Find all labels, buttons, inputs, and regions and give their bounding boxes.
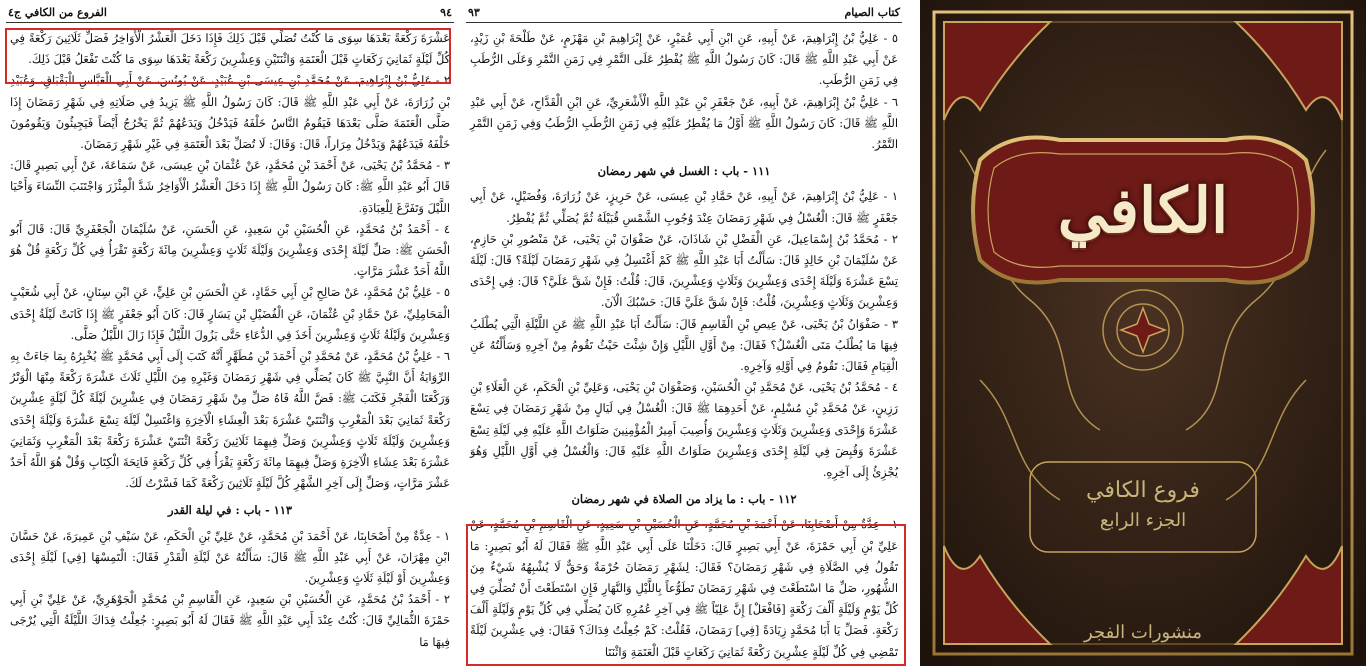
- hadith-paragraph: ٣ - مُحَمَّدُ بْنُ يَحْيَى، عَنْ أَحْمَدَ بْنِ مُحَمَّدٍ، عَنْ عُثْمَانَ بْنِ عِيسَى، عَنْ سَمَاعَةَ، عَنْ أَبِي بَصِيرٍ قَالَ: قَالَ أَبُو عَبْدِ اللَّهِ ﷺ: كَانَ رَسُولُ اللَّهِ ﷺ إِذَا دَخَلَ الْعَشْرُ الْأَوَاخِرُ شَدَّ الْمِئْزَرَ وَاجْتَنَبَ النِّسَاءَ وَأَحْيَا اللَّيْلَ وَتَفَرَّغَ لِلْعِبَادَةِ.: [10, 158, 450, 215]
- hadith-paragraph: ٢ - مُحَمَّدُ بْنُ إِسْمَاعِيلَ، عَنِ الْفَضْلِ بْنِ شَاذَانَ، عَنْ صَفْوَانَ بْنِ يَحْيَى، عَنْ مَنْصُورِ بْنِ حَازِمٍ، عَنْ سُلَيْمَانَ بْنِ خَالِدٍ قَالَ: سَأَلْتُ أَبَا عَبْدِ اللَّهِ ﷺ كَمْ أَغْتَسِلُ فِي شَهْرِ رَمَضَانَ لَيْلَةً؟ قَالَ: لَيْلَةَ تِسْعَ عَشْرَةَ وَلَيْلَةَ إِحْدَى وَعِشْرِينَ وَثَلَاثٍ وَعِشْرِينَ، قَالَ: قُلْتُ: فَإِنْ شَقَّ عَلَيَّ؟ قَالَ: فِي إِحْدَى وَعِشْرِينَ وَثَلَاثٍ وَعِشْرِينَ، قُلْتُ: فَإِنْ شَقَّ عَلَيَّ قَالَ: حَسْبُكَ الْآنَ.: [470, 231, 898, 310]
- chapter-heading: ١١٣ - باب : في ليلة القدر: [167, 503, 293, 518]
- hadith-paragraph: ١ - عِدَّةٌ مِنْ أَصْحَابِنَا، عَنْ أَحْمَدَ بْنِ مُحَمَّدٍ، عَنْ عَلِيِّ بْنِ الْحَكَمِ، عَنْ سَيْفِ بْنِ عَمِيرَةَ، عَنْ حَسَّانَ ابْنِ مِهْرَانَ، عَنْ أَبِي عَبْدِ اللَّهِ ﷺ قَالَ: سَأَلْتُهُ عَنْ لَيْلَةِ الْقَدْرِ فَقَالَ: الْتَمِسْهَا [فِي] لَيْلَةِ إِحْدَى وَعِشْرِينَ أَوْ لَيْلَةِ ثَلَاثٍ وَعِشْرِينَ.: [10, 528, 450, 586]
- page-number: ٩٤: [440, 5, 452, 19]
- hadith-paragraph: ٦ - عَلِيُّ بْنُ مُحَمَّدٍ، عَنْ مُحَمَّدِ بْنِ أَحْمَدَ بْنِ مُطَهَّرٍ أَنَّهُ كَتَبَ إِلَى أَبِي مُحَمَّدٍ ﷺ يُخْبِرُهُ بِمَا جَاءَتْ بِهِ الرِّوَايَةُ أَنَّ النَّبِيَّ ﷺ كَانَ يُصَلِّي فِي شَهْرِ رَمَضَانَ وَغَيْرِهِ مِنَ اللَّيْلِ ثَلَاثَ عَشْرَةَ رَكْعَةً مِنْهَا الْوَتْرُ وَرَكْعَتَا الْفَجْرِ فَكَتَبَ ﷺ: فَضَّ اللَّهُ فَاهُ صَلِّ مِنْ شَهْرِ رَمَضَانَ فِي عِشْرِينَ لَيْلَةً كُلَّ لَيْلَةٍ عِشْرِينَ رَكْعَةً ثَمَانِيَ بَعْدَ الْمَغْرِبِ وَاثْنَتَيْ عَشْرَةَ بَعْدَ الْعِشَاءِ الْآخِرَةِ وَاغْتَسِلْ لَيْلَةَ تِسْعَ عَشْرَةَ وَلَيْلَةَ إِحْدَى وَعِشْرِينَ وَلَيْلَةَ ثَلَاثٍ وَعِشْرِينَ وَصَلِّ فِيهِمَا ثَلَاثِينَ رَكْعَةً اثْنَتَيْ عَشْرَةَ رَكْعَةً بَعْدَ الْمَغْرِبِ وَثَمَانِيَ عَشْرَةَ بَعْدَ عِشَاءِ الْآخِرَةِ وَصَلِّ فِيهِمَا مِائَةَ رَكْعَةٍ يَقْرَأُ فِي كُلِّ رَكْعَةٍ فَاتِحَةَ الْكِتَابِ وَقُلْ هُوَ اللَّهُ أَحَدٌ عَشْرَ مَرَّاتٍ، وَصَلِّ إِلَى آخِرِ الشَّهْرِ كُلَّ لَيْلَةٍ ثَلَاثِينَ رَكْعَةً كَمَا فَسَّرْتُ لَكَ.: [10, 349, 450, 491]
- hadith-paragraph: ٤ - مُحَمَّدُ بْنُ يَحْيَى، عَنْ مُحَمَّدِ بْنِ الْحُسَيْنِ، وَصَفْوَانَ بْنِ يَحْيَى، وَعَلِيِّ بْنِ الْحَكَمِ، عَنِ الْعَلَاءِ بْنِ رَزِينٍ، عَنْ مُحَمَّدِ بْنِ مُسْلِمٍ، عَنْ أَحَدِهِمَا ﷺ قَالَ: الْغُسْلُ فِي لَيَالٍ مِنْ شَهْرِ رَمَضَانَ فِي تِسْعَ عَشْرَةَ وَإِحْدَى وَعِشْرِينَ وَثَلَاثٍ وَعِشْرِينَ وَأُصِيبَ أَمِيرُ الْمُؤْمِنِينَ صَلَوَاتُ اللَّهِ عَلَيْهِ فِي لَيْلَةِ تِسْعَ عَشْرَةَ وَقُبِضَ فِي لَيْلَةِ إِحْدَى وَعِشْرِينَ صَلَوَاتُ اللَّهِ عَلَيْهِ قَالَ: وَالْغُسْلُ فِي أَوَّلِ اللَّيْلِ وَهُوَ يُجْزِئُ إِلَى آخِرِهِ.: [470, 380, 898, 480]
- book-cover: [920, 0, 1366, 666]
- cover-ornament: [920, 0, 1366, 666]
- page-number: ٩٣: [468, 5, 480, 19]
- page-running-title: كتاب الصيام: [844, 5, 900, 19]
- left-book-page: [0, 0, 460, 666]
- chapter-heading: ١١٢ - باب : ما يزاد من الصلاة في شهر رمضان: [571, 492, 797, 507]
- cover-publisher: منشورات الفجر: [1084, 622, 1202, 643]
- right-book-page: [460, 0, 908, 666]
- hadith-paragraph: ٣ - صَفْوَانُ بْنُ يَحْيَى، عَنْ عِيصِ بْنِ الْقَاسِمِ قَالَ: سَأَلْتُ أَبَا عَبْدِ اللَّهِ ﷺ عَنِ اللَّيْلَةِ الَّتِي يُطْلَبُ فِيهَا مَا يُطْلَبُ مَتَى الْغُسْلُ؟ فَقَالَ: مِنْ أَوَّلِ اللَّيْلِ وَإِنْ شِئْتَ حَيْثُ تَقُومُ مِنْ آخِرِهِ وَسَأَلْتُهُ عَنِ الْقِيَامِ فَقَالَ: تَقُومُ فِي أَوَّلِهِ وَآخِرِهِ.: [470, 316, 898, 374]
- hadith-paragraph: ٤ - أَحْمَدُ بْنُ مُحَمَّدٍ، عَنِ الْحُسَيْنِ بْنِ سَعِيدٍ، عَنِ الْحَسَنِ، عَنْ سُلَيْمَانَ الْجَعْفَرِيِّ قَالَ: قَالَ أَبُو الْحَسَنِ ﷺ: صَلِّ لَيْلَةَ إِحْدَى وَعِشْرِينَ وَلَيْلَةَ ثَلَاثٍ وَعِشْرِينَ مِائَةَ رَكْعَةٍ تَقْرَأُ فِي كُلِّ رَكْعَةٍ قُلْ هُوَ اللَّهُ أَحَدٌ عَشْرَ مَرَّاتٍ.: [10, 221, 450, 279]
- chapter-heading: ١١١ - باب : الغسل في شهر رمضان: [597, 164, 771, 179]
- hadith-paragraph: ١ - عِدَّةٌ مِنْ أَصْحَابِنَا، عَنْ أَحْمَدَ بْنِ مُحَمَّدٍ، عَنِ الْحُسَيْنِ بْنِ سَعِيدٍ، عَنِ الْقَاسِمِ بْنِ مُحَمَّدٍ، عَنْ عَلِيِّ بْنِ أَبِي حَمْزَةَ، عَنْ أَبِي بَصِيرٍ قَالَ: دَخَلْنَا عَلَى أَبِي عَبْدِ اللَّهِ ﷺ فَقَالَ لَهُ أَبُو بَصِيرٍ: مَا تَقُولُ فِي الصَّلَاةِ فِي شَهْرِ رَمَضَانَ؟ فَقَالَ: لِشَهْرِ رَمَضَانَ حُرْمَةٌ وَحَقٌّ لَا يُشْبِهُهُ شَيْءٌ مِنَ الشُّهُورِ، صَلِّ مَا اسْتَطَعْتَ فِي شَهْرِ رَمَضَانَ تَطَوُّعاً بِاللَّيْلِ وَالنَّهَارِ فَإِنِ اسْتَطَعْتَ أَنْ تُصَلِّيَ فِي كُلِّ يَوْمٍ وَلَيْلَةٍ أَلْفَ رَكْعَةٍ [فَافْعَلْ] إِنَّ عَلِيّاً ﷺ فِي آخِرِ عُمُرِهِ كَانَ يُصَلِّي فِي كُلِّ يَوْمٍ وَلَيْلَةٍ أَلْفَ رَكْعَةٍ. فَصَلِّ يَا أَبَا مُحَمَّدٍ زِيَادَةً [فِي] رَمَضَانَ، فَقُلْتُ: كَمْ جُعِلْتُ فِدَاكَ؟ فَقَالَ: فِي عِشْرِينَ لَيْلَةً تَمْضِي فِي كُلِّ لَيْلَةٍ عِشْرِينَ رَكْعَةً ثَمَانِيَ رَكَعَاتٍ قَبْلَ الْعَتَمَةِ وَاثْنَتَا: [470, 517, 898, 659]
- hadith-paragraph: ٥ - عَلِيُّ بْنُ إِبْرَاهِيمَ، عَنْ أَبِيهِ، عَنِ ابْنِ أَبِي عُمَيْرٍ، عَنْ إِبْرَاهِيمَ بْنِ مَهْزَمٍ، عَنْ طَلْحَةَ بْنِ زَيْدٍ، عَنْ أَبِي عَبْدِ اللَّهِ ﷺ قَالَ: كَانَ رَسُولُ اللَّهِ ﷺ يُفْطِرُ عَلَى التَّمْرِ فِي زَمَنِ التَّمْرِ وَعَلَى الرُّطَبِ فِي زَمَنِ الرُّطَبِ.: [470, 31, 898, 88]
- hadith-paragraph: ٢ - عَلِيُّ بْنُ إِبْرَاهِيمَ، عَنْ مُحَمَّدِ بْنِ عِيسَى بْنِ عُبَيْدٍ، عَنْ يُونُسَ، عَنْ أَبِي الْعَبَّاسِ الْبَقْبَاقِ، وَعُبَيْدِ بْنِ زُرَارَةَ، عَنْ أَبِي عَبْدِ اللَّهِ ﷺ قَالَ: كَانَ رَسُولُ اللَّهِ ﷺ يَزِيدُ فِي صَلَاتِهِ فِي شَهْرِ رَمَضَانَ إِذَا صَلَّى الْعَتَمَةَ صَلَّى بَعْدَهَا فَيَقُومُ النَّاسُ خَلْفَهُ فَيَدْخُلُ وَيَدَعُهُمْ ثُمَّ يَخْرُجُ أَيْضاً فَيَجِيئُونَ وَيَقُومُونَ خَلْفَهُ فَيَدَعُهُمْ وَيَدْخُلُ مِرَاراً، قَالَ: وَقَالَ: لَا تُصَلِّ بَعْدَ الْعَتَمَةِ فِي غَيْرِ شَهْرِ رَمَضَانَ.: [10, 73, 450, 152]
- page-running-title: الفروع من الكافي ج٤: [8, 5, 107, 19]
- hadith-paragraph: عَشْرَةَ رَكْعَةً بَعْدَهَا سِوَى مَا كُنْتُ تُصَلِّي قَبْلَ ذَلِكَ فَإِذَا دَخَلَ الْعَشْرُ الْأَوَاخِرُ فَصَلِّ ثَلَاثِينَ رَكْعَةً فِي كُلِّ لَيْلَةٍ ثَمَانِيَ رَكَعَاتٍ قَبْلَ الْعَتَمَةِ وَاثْنَتَيْنِ وَعِشْرِينَ رَكْعَةً بَعْدَهَا سِوَى مَا كُنْتَ تَفْعَلُ قَبْلَ ذَلِكَ.: [10, 31, 450, 67]
- hadith-paragraph: ١ - عَلِيُّ بْنُ إِبْرَاهِيمَ، عَنْ أَبِيهِ، عَنْ حَمَّادِ بْنِ عِيسَى، عَنْ حَرِيزٍ، عَنْ زُرَارَةَ، وَفُضَيْلٍ، عَنْ أَبِي جَعْفَرٍ ﷺ قَالَ: الْغُسْلُ فِي شَهْرِ رَمَضَانَ عِنْدَ وُجُوبِ الشَّمْسِ قُبَيْلَهُ ثُمَّ يُصَلِّي ثُمَّ يُفْطِرُ.: [470, 189, 898, 225]
- header-divider: [6, 22, 454, 23]
- header-divider: [466, 22, 902, 23]
- hadith-paragraph: ٥ - عَلِيُّ بْنُ مُحَمَّدٍ، عَنْ صَالِحِ بْنِ أَبِي حَمَّادٍ، عَنِ الْحَسَنِ بْنِ عَلِيٍّ، عَنِ ابْنِ سِنَانٍ، عَنْ أَبِي شُعَيْبٍ الْمَحَامِلِيِّ، عَنْ حَمَّادِ بْنِ عُثْمَانَ، عَنِ الْفُضَيْلِ بْنِ يَسَارٍ قَالَ: كَانَ أَبُو جَعْفَرٍ ﷺ إِذَا كَانَتْ لَيْلَةُ إِحْدَى وَعِشْرِينَ وَلَيْلَةُ ثَلَاثٍ وَعِشْرِينَ أَخَذَ فِي الدُّعَاءِ حَتَّى يَزُولَ اللَّيْلُ فَإِذَا زَالَ اللَّيْلُ صَلَّى.: [10, 285, 450, 342]
- page-header: [8, 4, 452, 20]
- page-body: [470, 28, 898, 663]
- page-body: [10, 28, 450, 653]
- cover-subtitle: فروع الكافي: [1086, 478, 1200, 503]
- hadith-paragraph: ٢ - أَحْمَدُ بْنُ مُحَمَّدٍ، عَنِ الْحُسَيْنِ بْنِ سَعِيدٍ، عَنِ الْقَاسِمِ بْنِ مُحَمَّدٍ الْجَوْهَرِيِّ، عَنْ عَلِيِّ بْنِ أَبِي حَمْزَةَ الثُّمَالِيِّ قَالَ: كُنْتُ عِنْدَ أَبِي عَبْدِ اللَّهِ ﷺ فَقَالَ لَهُ أَبُو بَصِيرٍ: جُعِلْتُ فِدَاكَ اللَّيْلَةُ الَّتِي يُرْجَى فِيهَا مَا: [10, 592, 450, 649]
- page-header: [468, 4, 900, 20]
- hadith-paragraph: ٦ - عَلِيُّ بْنُ إِبْرَاهِيمَ، عَنْ أَبِيهِ، عَنْ جَعْفَرِ بْنِ عَبْدِ اللَّهِ الْأَشْعَرِيِّ، عَنِ ابْنِ الْقَدَّاحِ، عَنْ أَبِي عَبْدِ اللَّهِ ﷺ قَالَ: كَانَ رَسُولُ اللَّهِ ﷺ أَوَّلُ مَا يُفْطِرُ عَلَيْهِ فِي زَمَنِ الرُّطَبِ الرُّطَبُ وَفِي زَمَنِ التَّمْرِ التَّمْرُ.: [470, 94, 898, 152]
- cover-volume: الجزء الرابع: [1099, 510, 1187, 531]
- cover-title: الكافي: [1057, 174, 1229, 247]
